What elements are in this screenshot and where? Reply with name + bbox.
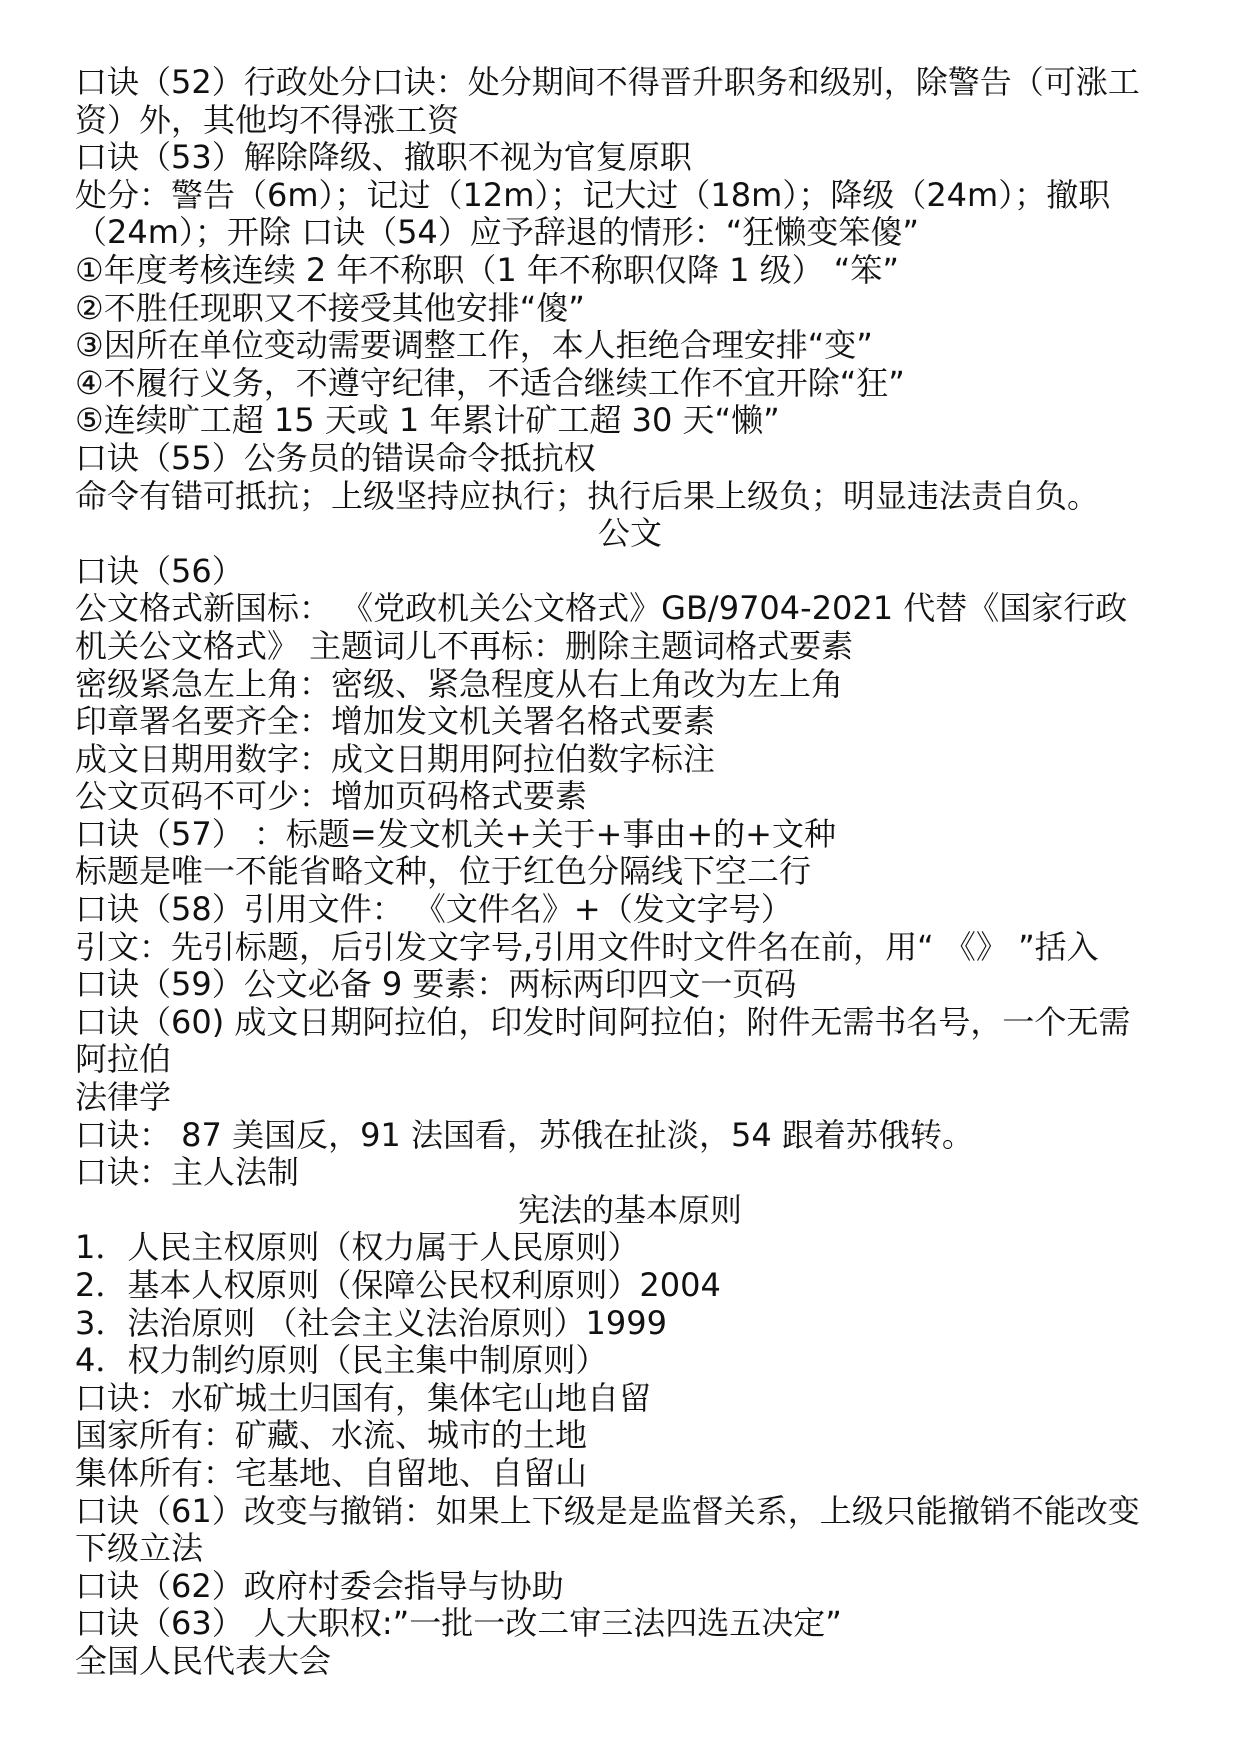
text-line: 公文页码不可少：增加页码格式要素 xyxy=(75,778,588,816)
text-line: （24m）；开除 口诀（54）应予辞退的情形：“狂懒变笨傻” xyxy=(75,214,919,252)
text-line: 集体所有：宅基地、自留地、自留山 xyxy=(75,1454,588,1492)
document-page xyxy=(75,64,1185,1681)
text-line: 口诀（59）公文必备 9 要素：两标两印四文一页码 xyxy=(75,966,797,1004)
text-line: ④不履行义务，不遵守纪律，不适合继续工作不宜开除“狂” xyxy=(75,364,905,402)
text-line: 口诀：水矿城土归国有，集体宅山地自留 xyxy=(75,1379,652,1417)
text-line: 口诀（52）行政处分口诀：处分期间不得晋升职务和级别，除警告（可涨工 xyxy=(75,64,1140,101)
text-line: 口诀：主人法制 xyxy=(75,1154,300,1192)
text-line: ①年度考核连续 2 年不称职（1 年不称职仅降 1 级） “笨” xyxy=(75,251,899,289)
text-line: ③因所在单位变动需要调整工作，本人拒绝合理安排“变” xyxy=(75,327,873,365)
text-line: 阿拉伯 xyxy=(75,1041,172,1079)
text-line: 全国人民代表大会 xyxy=(75,1642,332,1680)
text-line: 口诀（58）引用文件： 《文件名》+（发文字号） xyxy=(75,891,793,929)
text-line: 4．权力制约原则（民主集中制原则） xyxy=(75,1342,608,1380)
text-line: 口诀（57） ：标题=发文机关+关于+事由+的+文种 xyxy=(75,815,836,853)
text-line: 公文格式新国标： 《党政机关公文格式》GB/9704-2021 代替《国家行政 xyxy=(75,590,1128,628)
text-line: 密级紧急左上角：密级、紧急程度从右上角改为左上角 xyxy=(75,665,844,703)
section-heading: 宪法的基本原则 xyxy=(517,1191,742,1229)
text-line: 印章署名要齐全：增加发文机关署名格式要素 xyxy=(75,703,716,741)
text-line: 命令有错可抵抗；上级坚持应执行；执行后果上级负；明显违法责自负。 xyxy=(75,477,1100,515)
text-line: 下级立法 xyxy=(75,1530,204,1568)
text-line: 口诀（62）政府村委会指导与协助 xyxy=(75,1567,564,1605)
text-line: 引文：先引标题，后引发文字号,引用文件时文件名在前，用“ 《》 ”括入 xyxy=(75,928,1099,966)
text-line: 1．人民主权原则（权力属于人民原则） xyxy=(75,1229,640,1267)
text-line: 2．基本人权原则（保障公民权利原则）2004 xyxy=(75,1267,721,1304)
text-line: 3．法治原则 （社会主义法治原则）1999 xyxy=(75,1304,667,1342)
text-line: 标题是唯一不能省略文种，位于红色分隔线下空二行 xyxy=(75,853,812,891)
text-line: ②不胜任现职又不接受其他安排“傻” xyxy=(75,289,585,327)
text-line: 口诀（60) 成文日期阿拉伯，印发时间阿拉伯；附件无需书名号，一个无需 xyxy=(75,1003,1131,1041)
text-line: 国家所有：矿藏、水流、城市的土地 xyxy=(75,1417,588,1455)
section-heading: 公文 xyxy=(597,515,662,553)
text-line: 成文日期用数字：成文日期用阿拉伯数字标注 xyxy=(75,740,716,778)
text-line: 口诀（56） xyxy=(75,552,244,590)
text-line: 口诀（63） 人大职权:”一批一改二审三法四选五决定” xyxy=(75,1605,842,1643)
text-line: 法律学 xyxy=(75,1079,172,1117)
text-line: 口诀（53）解除降级、撤职不视为官复原职 xyxy=(75,139,692,177)
text-line: 资）外，其他均不得涨工资 xyxy=(75,101,460,139)
text-line: 处分：警告（6m）；记过（12m）；记大过（18m）；降级（24m）；撤职 xyxy=(75,176,1111,214)
text-line: 机关公文格式》 主题词儿不再标：删除主题词格式要素 xyxy=(75,627,854,665)
text-line: 口诀： 87 美国反，91 法国看，苏俄在扯淡，54 跟着苏俄转。 xyxy=(75,1116,974,1154)
text-line: ⑤连续旷工超 15 天或 1 年累计矿工超 30 天“懒” xyxy=(75,402,780,440)
text-line: 口诀（55）公务员的错误命令抵抗权 xyxy=(75,439,596,477)
text-line: 口诀（61）改变与撤销：如果上下级是是监督关系，上级只能撤销不能改变 xyxy=(75,1492,1140,1530)
